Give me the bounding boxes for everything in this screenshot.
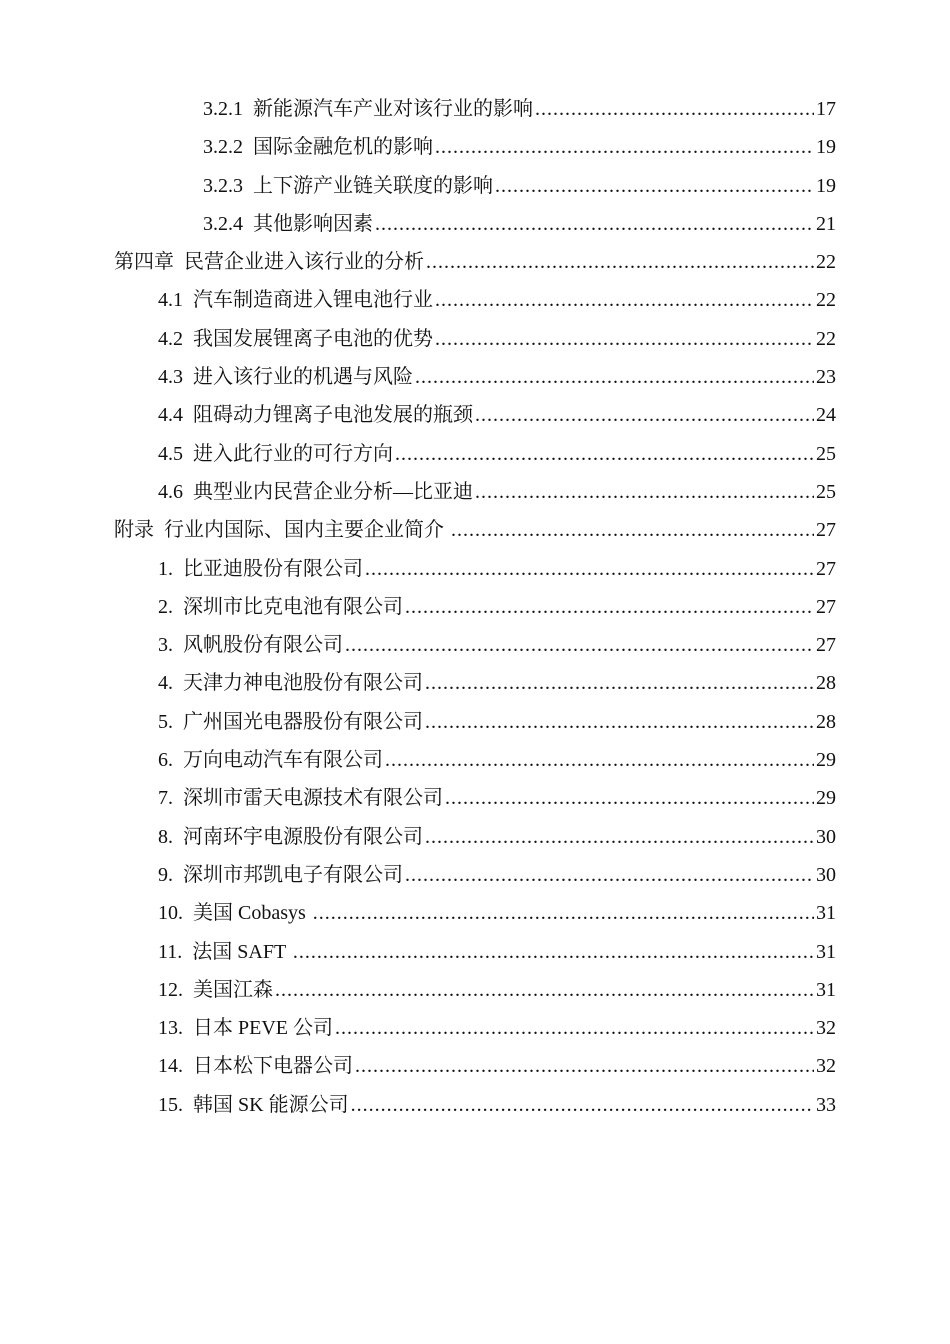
toc-entry-title: 14. 日本松下电器公司 (158, 1055, 353, 1078)
toc-page-number: 31 (816, 940, 836, 963)
toc-entry-title: 13. 日本 PEVE 公司 (158, 1017, 333, 1040)
toc-page-number: 25 (816, 480, 836, 503)
toc-entry-title: 6. 万向电动汽车有限公司 (158, 749, 383, 772)
dot-leader (275, 971, 814, 1009)
dot-leader (475, 473, 814, 511)
toc-entry[interactable] (0, 128, 836, 166)
toc-entry-title: 3.2.4 其他影响因素 (203, 212, 373, 235)
toc-page-number: 27 (816, 557, 836, 580)
toc-page-number: 19 (816, 174, 836, 197)
dot-leader (375, 205, 814, 243)
toc-page-number: 22 (816, 327, 836, 350)
toc-page-number: 29 (816, 787, 836, 810)
toc-entry[interactable] (0, 550, 836, 588)
toc-entry-title: 3. 风帆股份有限公司 (158, 634, 343, 657)
toc-entry-title: 1. 比亚迪股份有限公司 (158, 557, 363, 580)
toc-page-number: 24 (816, 404, 836, 427)
toc-page-number: 31 (816, 978, 836, 1001)
toc-entry-title: 4.5 进入此行业的可行方向 (158, 442, 393, 465)
toc-entry-title: 4.4 阻碍动力锂离子电池发展的瓶颈 (158, 404, 473, 427)
toc-page-number: 33 (816, 1093, 836, 1116)
dot-leader (435, 128, 814, 166)
toc-entry[interactable] (0, 779, 836, 817)
toc-entry[interactable] (0, 664, 836, 702)
toc-entry-title: 4.1 汽车制造商进入锂电池行业 (158, 289, 433, 312)
dot-leader (425, 818, 814, 856)
toc-entry[interactable] (0, 1047, 836, 1085)
toc-entry-title: 9. 深圳市邦凯电子有限公司 (158, 863, 403, 886)
dot-leader (355, 1047, 814, 1085)
toc-entry-title: 12. 美国江森 (158, 978, 273, 1001)
dot-leader (365, 550, 814, 588)
toc-entry[interactable] (0, 435, 836, 473)
toc-page-number: 27 (816, 519, 836, 542)
dot-leader (495, 167, 814, 205)
toc-entry-title: 4.2 我国发展锂离子电池的优势 (158, 327, 433, 350)
toc-entry[interactable] (0, 971, 836, 1009)
toc-page-number: 22 (816, 289, 836, 312)
dot-leader (293, 933, 814, 971)
toc-page-number: 25 (816, 442, 836, 465)
toc-entry-title: 第四章 民营企业进入该行业的分析 (114, 251, 424, 274)
dot-leader (451, 511, 814, 549)
toc-entry-title: 3.2.2 国际金融危机的影响 (203, 136, 433, 159)
dot-leader (425, 703, 814, 741)
toc-entry[interactable] (0, 358, 836, 396)
toc-entry-title: 3.2.3 上下游产业链关联度的影响 (203, 174, 493, 197)
dot-leader (475, 396, 814, 434)
toc-page-number: 29 (816, 749, 836, 772)
toc-page-number: 28 (816, 710, 836, 733)
dot-leader (405, 588, 814, 626)
dot-leader (425, 664, 814, 702)
toc-entry[interactable] (0, 894, 836, 932)
toc-page-number: 30 (816, 863, 836, 886)
toc-page-number: 23 (816, 366, 836, 389)
toc-page-number: 19 (816, 136, 836, 159)
toc-page-number: 17 (816, 98, 836, 120)
toc-entry[interactable] (0, 856, 836, 894)
toc-page-number: 32 (816, 1017, 836, 1040)
dot-leader (313, 894, 814, 932)
toc-entry-title: 3.2.1 新能源汽车产业对该行业的影响 (203, 98, 533, 120)
toc-page-number: 27 (816, 634, 836, 657)
toc-entry-title: 4.3 进入该行业的机遇与风险 (158, 366, 413, 389)
toc-entry[interactable] (0, 320, 836, 358)
dot-leader (385, 741, 814, 779)
toc-entry[interactable] (0, 818, 836, 856)
toc-entry-title: 15. 韩国 SK 能源公司 (158, 1093, 349, 1116)
dot-leader (351, 1086, 814, 1124)
toc-entry-title: 附录 行业内国际、国内主要企业简介 (114, 519, 449, 542)
toc-entry-title: 7. 深圳市雷天电源技术有限公司 (158, 787, 443, 810)
dot-leader (445, 779, 814, 817)
toc-page-number: 28 (816, 672, 836, 695)
toc-entry[interactable] (0, 741, 836, 779)
dot-leader (435, 281, 814, 319)
toc-entry-title: 4.6 典型业内民营企业分析—比亚迪 (158, 480, 473, 503)
toc-entry[interactable] (0, 281, 836, 319)
dot-leader (335, 1009, 814, 1047)
toc-entry-title: 10. 美国 Cobasys (158, 902, 311, 925)
toc-entry[interactable] (0, 626, 836, 664)
dot-leader (395, 435, 814, 473)
dot-leader (426, 243, 814, 281)
toc-entry[interactable] (0, 205, 836, 243)
dot-leader (345, 626, 814, 664)
toc-entry-title: 11. 法国 SAFT (158, 940, 291, 963)
toc-entry-title: 8. 河南环宇电源股份有限公司 (158, 825, 423, 848)
toc-entry[interactable] (0, 933, 836, 971)
dot-leader (415, 358, 814, 396)
toc-page-number: 21 (816, 212, 836, 235)
dot-leader (405, 856, 814, 894)
toc-entry[interactable] (0, 167, 836, 205)
toc-entry-title: 5. 广州国光电器股份有限公司 (158, 710, 423, 733)
toc-entry[interactable] (0, 588, 836, 626)
dot-leader (435, 320, 814, 358)
toc-page-number: 31 (816, 902, 836, 925)
toc-entry[interactable] (0, 90, 836, 128)
toc-page-number: 30 (816, 825, 836, 848)
dot-leader (535, 90, 814, 128)
toc-entry[interactable] (0, 243, 836, 281)
toc-page-number: 22 (816, 251, 836, 274)
toc-entry-title: 2. 深圳市比克电池有限公司 (158, 595, 403, 618)
toc-page-number: 27 (816, 595, 836, 618)
toc-page-number: 32 (816, 1055, 836, 1078)
toc-entry[interactable] (0, 1009, 836, 1047)
toc-entry[interactable] (0, 511, 836, 549)
table-of-contents (0, 90, 950, 1124)
toc-entry[interactable] (0, 1086, 836, 1124)
toc-entry[interactable] (0, 396, 836, 434)
toc-entry-title: 4. 天津力神电池股份有限公司 (158, 672, 423, 695)
toc-entry[interactable] (0, 703, 836, 741)
toc-entry[interactable] (0, 473, 836, 511)
